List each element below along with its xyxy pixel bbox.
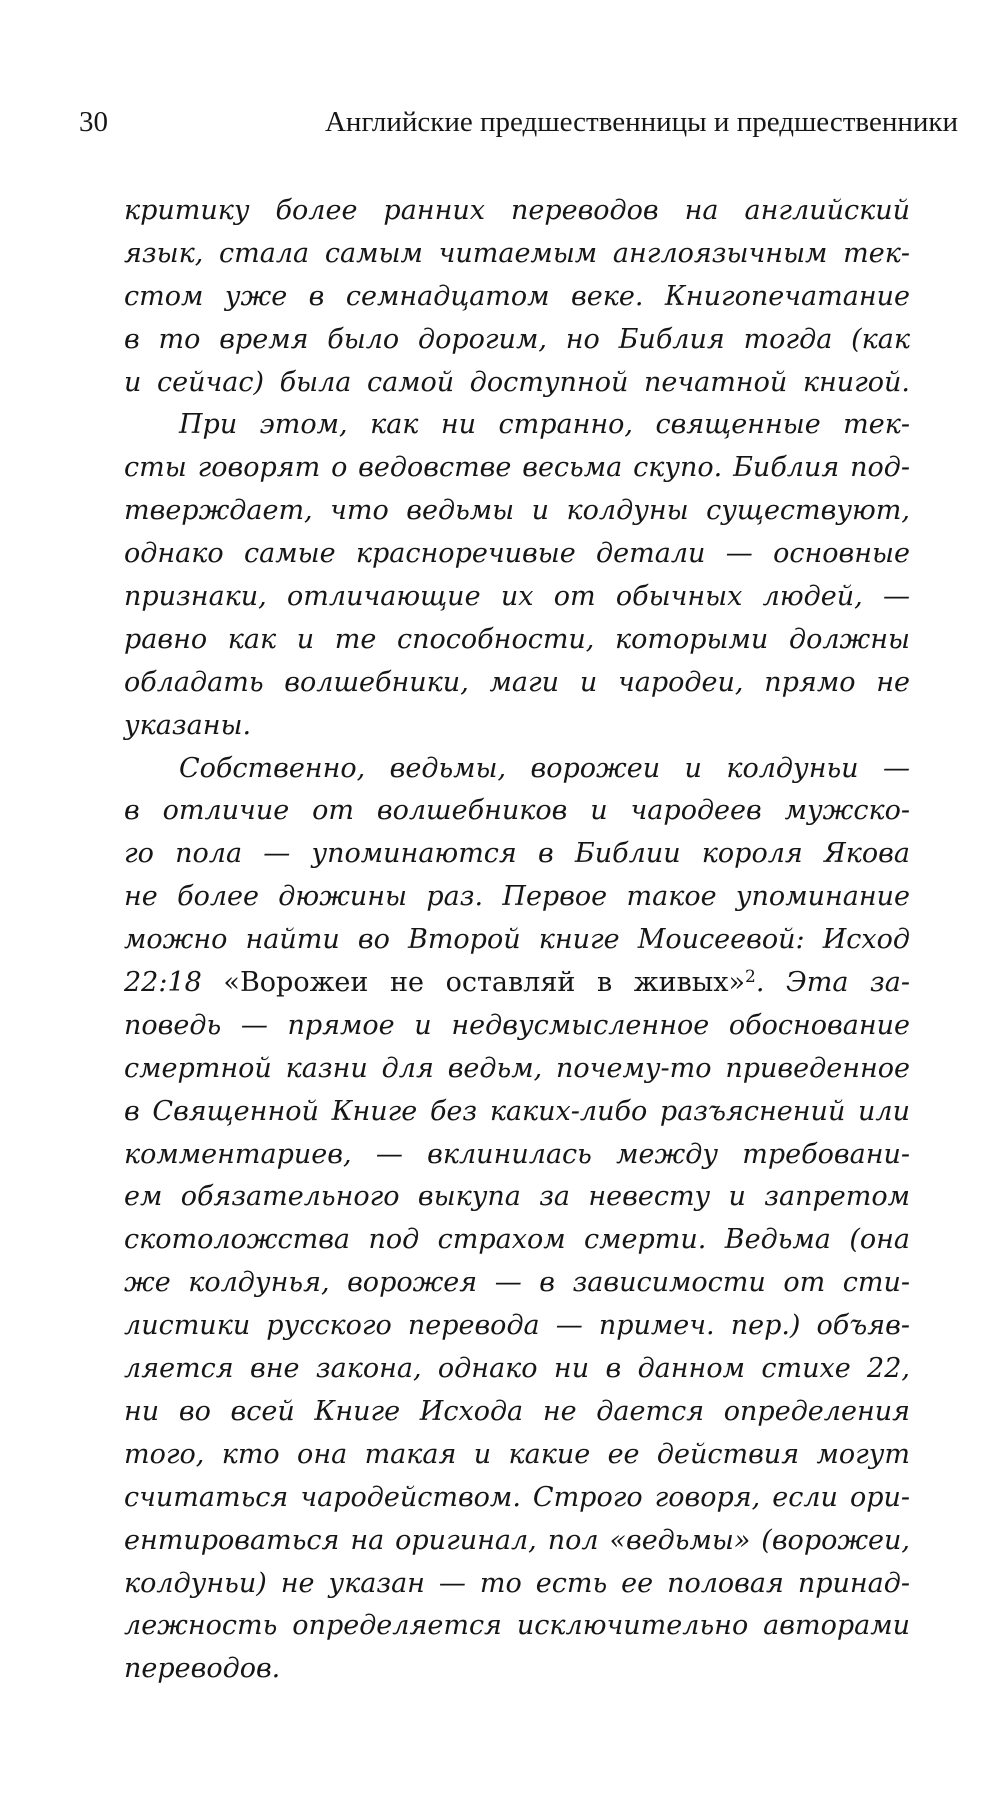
text-line: ем обязательного выкупа за невесту и запретом — [124, 1181, 910, 1213]
page-number: 30 — [79, 106, 108, 138]
text-line: го пола — упоминаются в Библии короля Якова — [124, 838, 910, 870]
text-line: сты говорят о ведовстве весьма скупо. Библия под- — [124, 452, 910, 484]
text-line: колдуньи) не указан — то есть ее половая принад- — [124, 1567, 910, 1599]
text-line: скотоложства под страхом смерти. Ведьма (она — [124, 1224, 910, 1256]
text-line: в отличие от волшебников и чародеев мужско- — [124, 795, 910, 827]
text-line: ляется вне закона, однако ни в данном стихе 22, — [124, 1353, 910, 1385]
text-line: тверждает, что ведьмы и колдуны существуют, — [124, 495, 910, 527]
text-line: ни во всей Книге Исхода не дается определения — [124, 1395, 910, 1427]
text-line: обладать волшебники, маги и чародеи, прямо не — [124, 666, 910, 698]
text-line: в Священной Книге без каких-либо разъяснений или — [124, 1095, 910, 1127]
footnote-marker[interactable]: 2 — [745, 967, 756, 988]
quote-line-rest: . Эта за- — [755, 967, 910, 999]
text-line: того, кто она такая и какие ее действия могут — [124, 1438, 910, 1470]
text-line-with-quote — [124, 962, 910, 1005]
bible-reference: 22:18 — [124, 967, 202, 999]
paragraph-start-line: Собственно, ведьмы, ворожеи и колдуньи — — [179, 752, 910, 784]
paragraph-start-line: При этом, как ни странно, священные тек- — [179, 409, 910, 441]
text-line: язык, стала самым читаемым англоязычным тек- — [124, 237, 910, 269]
text-line: ентироваться на оригинал, пол «ведьмы» (ворожеи, — [124, 1524, 910, 1556]
text-line: стом уже в семнадцатом веке. Книгопечатание — [124, 280, 910, 312]
text-line: переводов. — [124, 1653, 281, 1685]
text-line: в то время было дорогим, но Библия тогда (как — [124, 323, 910, 355]
running-title: Английские предшественницы и предшественники — [324, 106, 958, 138]
text-line: критику более ранних переводов на английский — [124, 195, 910, 226]
text-line: равно как и те способности, которыми должны — [124, 623, 910, 655]
text-line: указаны. — [124, 709, 252, 741]
text-line: не более дюжины раз. Первое такое упоминание — [124, 881, 910, 913]
text-line: листики русского перевода — примеч. пер.) объяв- — [124, 1310, 910, 1342]
text-line: считаться чародейством. Строго говоря, если ори- — [124, 1481, 910, 1513]
text-line: признаки, отличающие их от обычных людей, — — [124, 581, 910, 613]
text-line: же колдунья, ворожея — в зависимости от сти- — [124, 1267, 910, 1299]
text-line: поведь — прямое и недвусмысленное обоснование — [124, 1009, 910, 1041]
body-text — [124, 190, 910, 1691]
text-line: комментариев, — вклинилась между требовани- — [124, 1138, 910, 1170]
text-line: лежность определяется исключительно авторами — [124, 1610, 910, 1642]
bible-quote: «Ворожеи не оставляй в живых» — [223, 967, 746, 999]
text-line: и сейчас) была самой доступной печатной книгой. — [124, 366, 910, 398]
text-line: однако самые красноречивые детали — основные — [124, 538, 910, 570]
page-header — [79, 102, 958, 142]
text-line: смертной казни для ведьм, почему-то приведенное — [124, 1052, 910, 1084]
text-line: можно найти во Второй книге Моисеевой: Исход — [124, 924, 910, 956]
